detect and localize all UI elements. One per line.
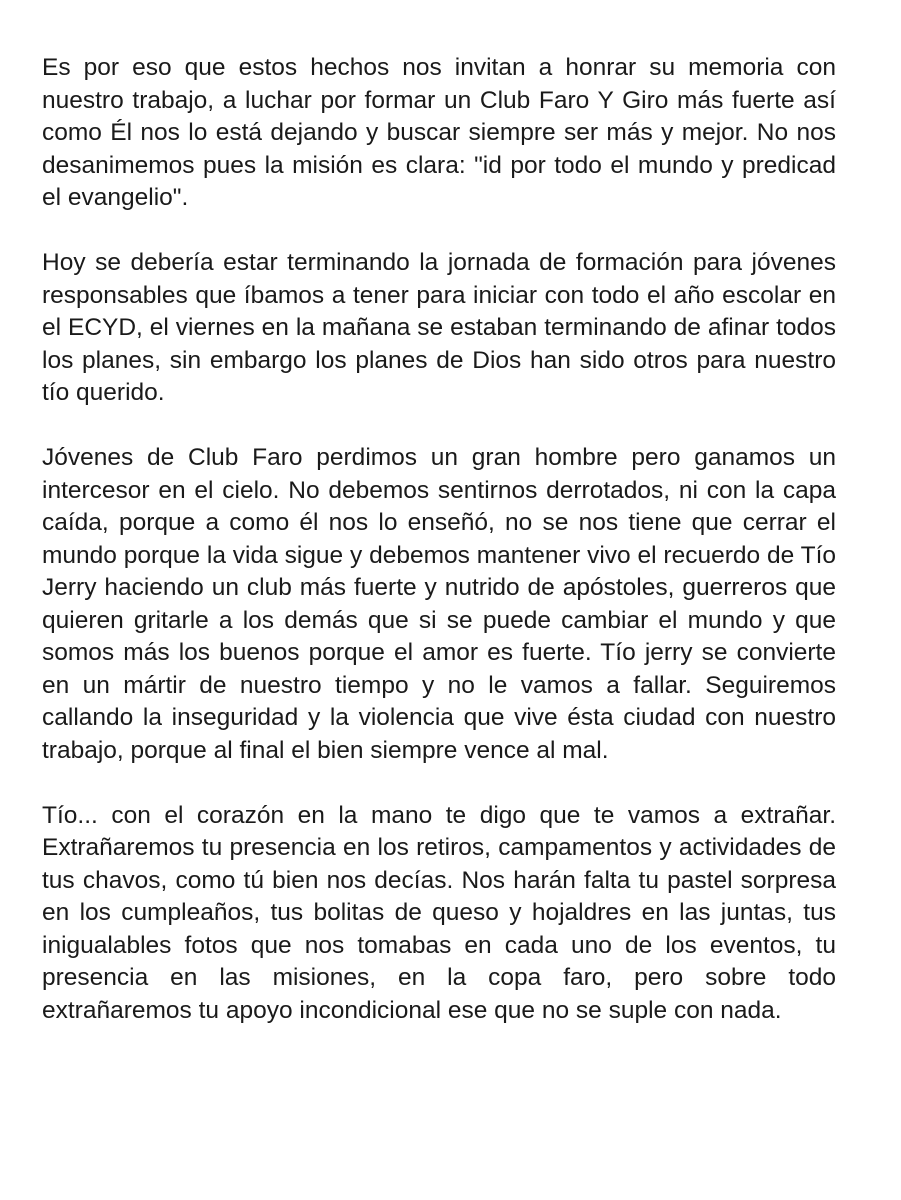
paragraph-3: Jóvenes de Club Faro perdimos un gran hombre pero ganamos un intercesor en el cielo. No debemos sentirnos derrotados, ni con la capa caída, porque a como él nos lo enseñó, no se nos tiene que cerrar el mundo porque la vida sigue y debemos mantener vivo el recuerdo de Tío Jerry haciendo un club más fuerte y nutrido de apóstoles, guerreros que quieren gritarle a los demás que si se puede cambiar el mundo y que somos más los buenos porque el amor es fuerte. Tío jerry se convierte en un mártir de nuestro tiempo y no le vamos a fallar. Seguiremos callando la inseguridad y la violencia que vive ésta ciudad con nuestro trabajo, porque al final el bien siempre vence al mal. bbox=[42, 444, 836, 764]
paragraph-4: Tío... con el corazón en la mano te digo que te vamos a extrañar. Extrañaremos tu presencia en los retiros, campamentos y actividades de tus chavos, como tú bien nos decías. Nos harán falta tu pastel sorpresa en los cumpleaños, tus bolitas de queso y hojaldres en las juntas, tus inigualables fotos que nos tomabas en cada uno de los eventos, tu presencia en las misiones, en la copa faro, pero sobre todo extrañaremos tu apoyo incondicional ese que no se suple con nada. bbox=[42, 801, 836, 1024]
paragraph-1: Es por eso que estos hechos nos invitan a honrar su memoria con nuestro trabajo, a luchar por formar un Club Faro Y Giro más fuerte así como Él nos lo está dejando y buscar siempre ser más y mejor. No nos desanimemos pues la misión es clara: "id por todo el mundo y predicad el evangelio". bbox=[42, 54, 836, 211]
document-body bbox=[42, 52, 836, 1060]
paragraph-2: Hoy se debería estar terminando la jornada de formación para jóvenes responsables que íbamos a tener para iniciar con todo el año escolar en el ECYD, el viernes en la mañana se estaban terminando de afinar todos los planes, sin embargo los planes de Dios han sido otros para nuestro tío querido. bbox=[42, 249, 836, 406]
